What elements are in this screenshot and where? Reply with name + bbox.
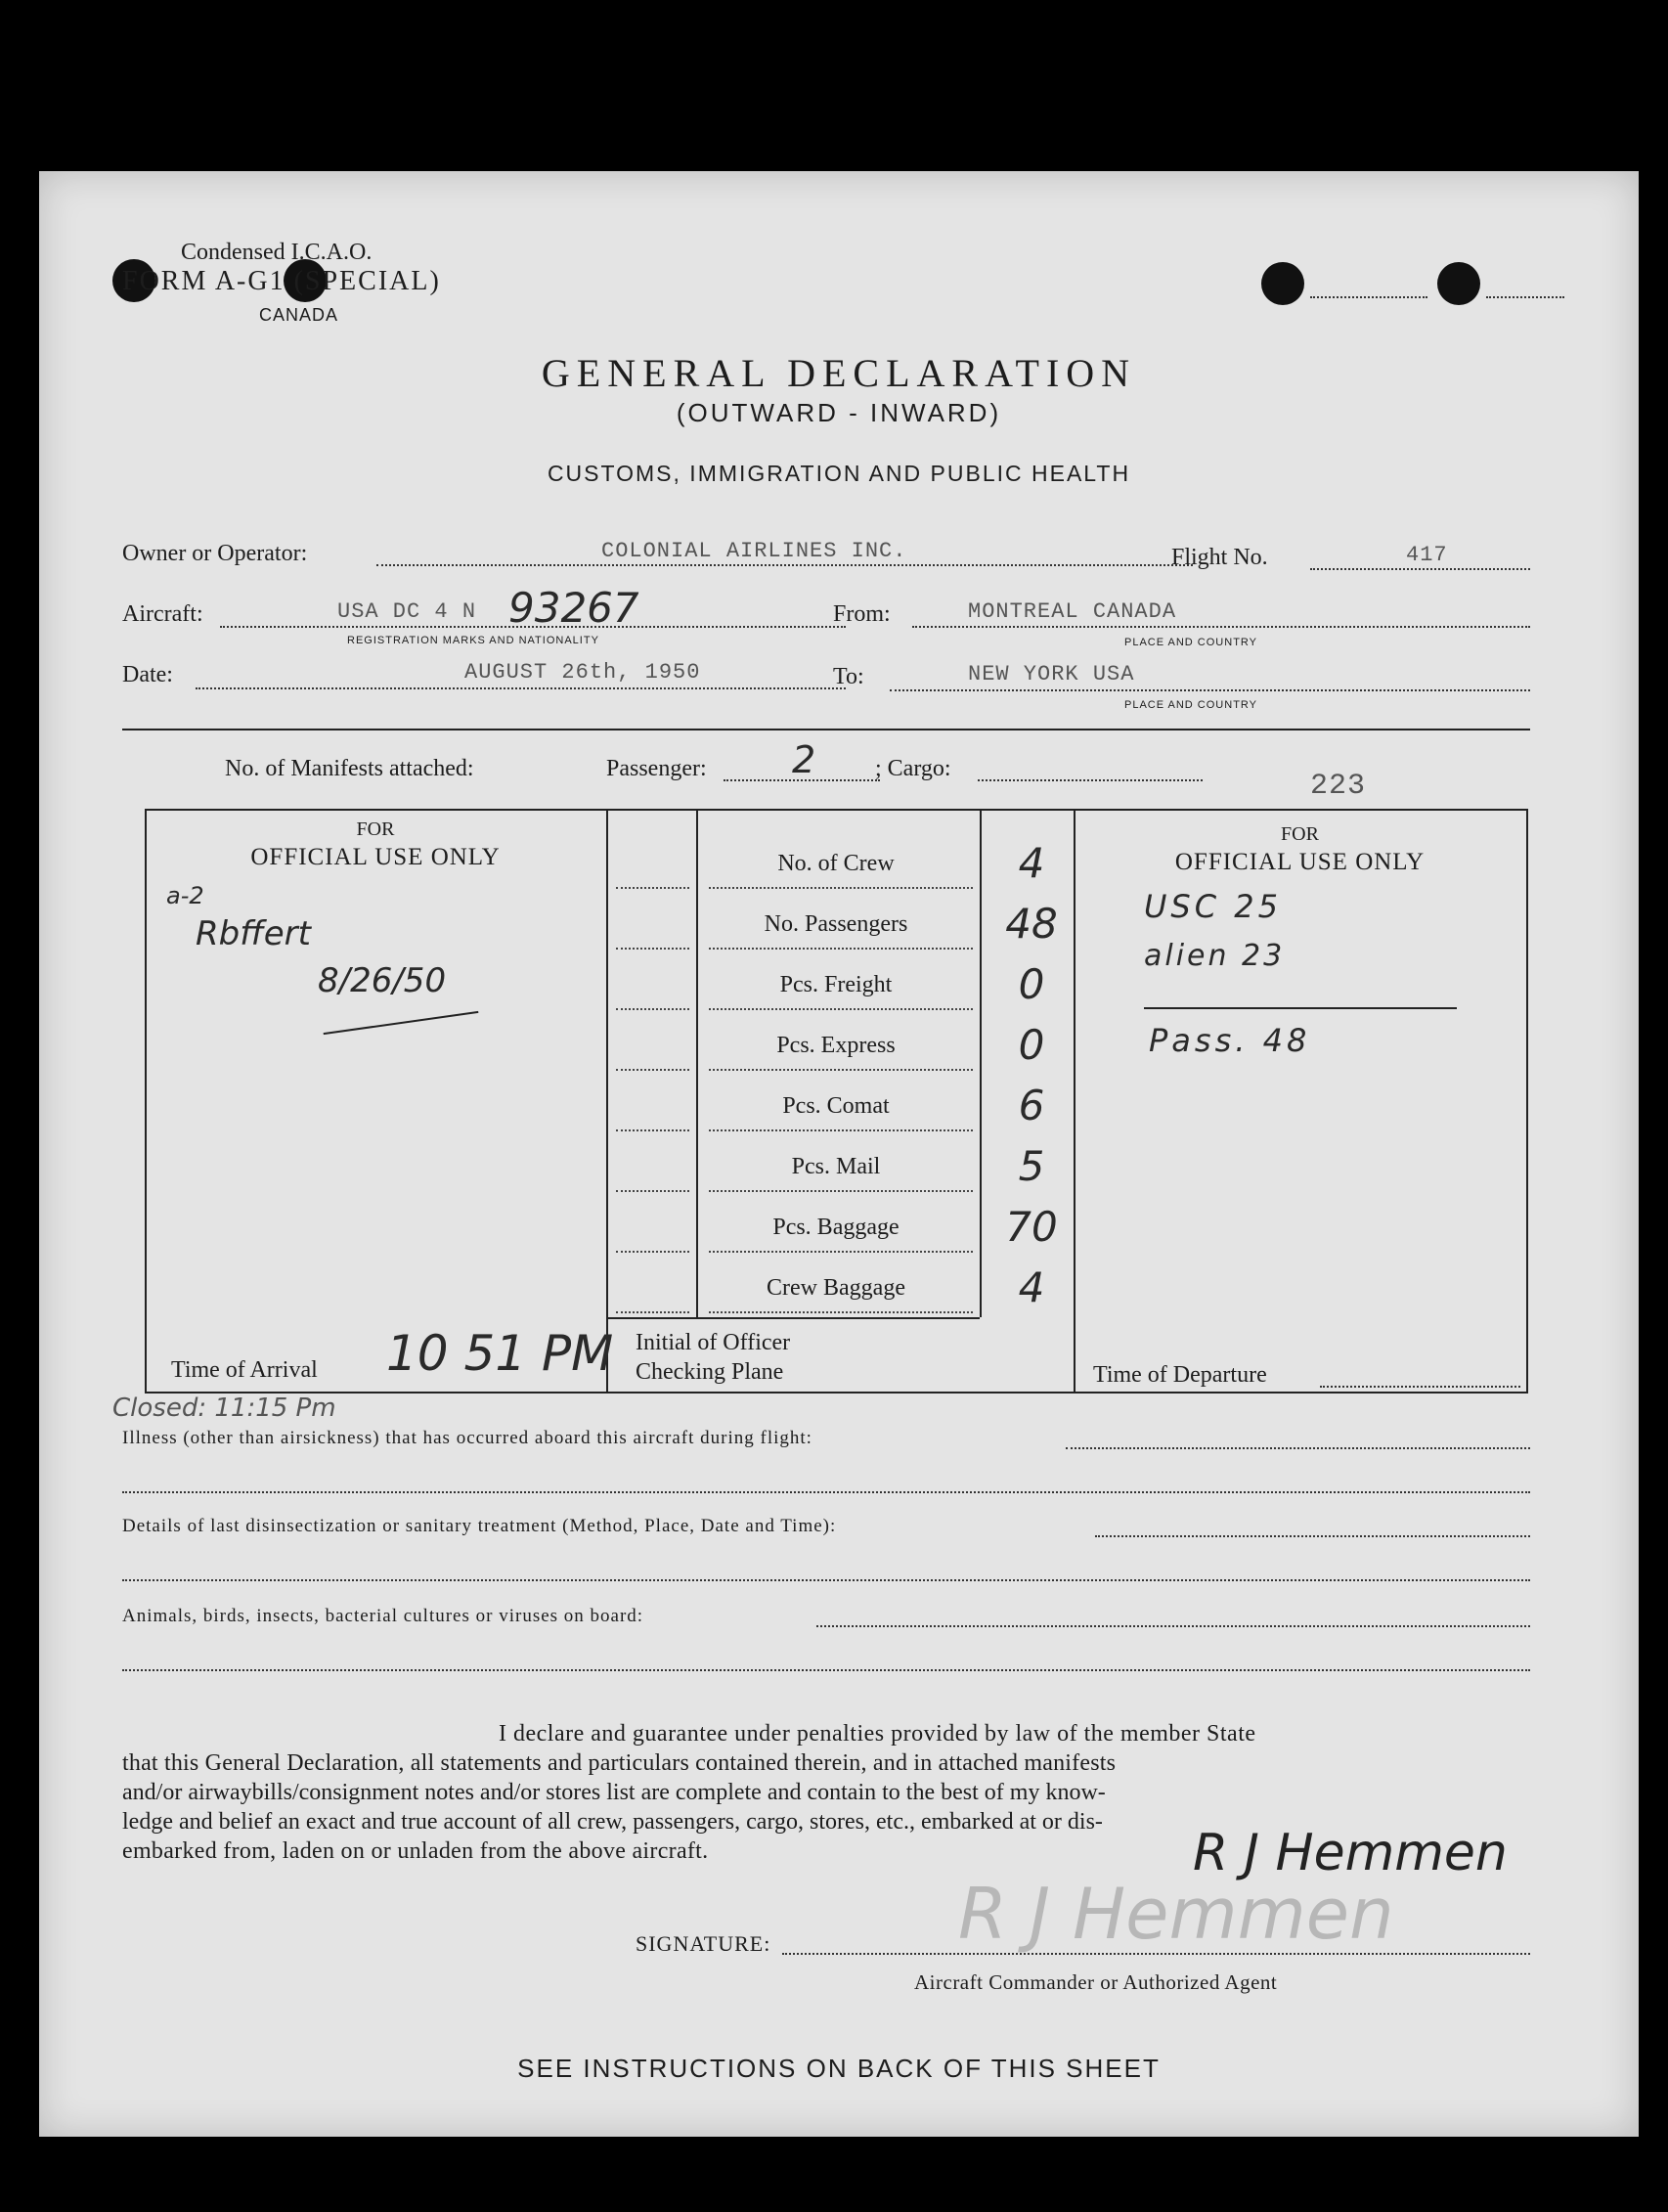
- punch-hole: [1261, 262, 1304, 305]
- row-value: 6: [1018, 1082, 1045, 1129]
- row-label: Pcs. Mail: [791, 1154, 881, 1179]
- cargo-line: [978, 779, 1203, 781]
- flight-value: 417: [1406, 543, 1448, 567]
- aircraft-handwritten: 93267: [508, 584, 639, 632]
- initial-label-1: Initial of Officer: [636, 1330, 791, 1355]
- right-note-2: alien 23: [1144, 939, 1286, 973]
- signature-shadow: R J Hemmen: [958, 1873, 1394, 1955]
- row-label: Pcs. Express: [776, 1033, 896, 1058]
- footer-instructions: SEE INSTRUCTIONS ON BACK OF THIS SHEET: [517, 2054, 1161, 2083]
- flight-line: [1310, 568, 1530, 570]
- from-value: MONTREAL CANADA: [968, 599, 1177, 624]
- table-bottom: [145, 1392, 1528, 1394]
- signature-label: SIGNATURE:: [636, 1931, 771, 1956]
- cargo-note: 223: [1310, 770, 1367, 803]
- initial-rule: [616, 1251, 689, 1253]
- right-note-3: Pass. 48: [1149, 1022, 1311, 1059]
- form-id-line3: CANADA: [259, 305, 339, 325]
- statement-line-2: that this General Declaration, all statements and particulars contained therein, and in attached manifests: [122, 1750, 1117, 1776]
- rule: [1486, 296, 1564, 298]
- sum-line: [1144, 1007, 1457, 1009]
- animals-line-2: [122, 1669, 1530, 1671]
- page-subtitle: (OUTWARD - INWARD): [676, 398, 1002, 427]
- from-caption: PLACE AND COUNTRY: [1124, 637, 1257, 648]
- initial-rule: [616, 948, 689, 950]
- date-line: [196, 687, 846, 689]
- table-right: [1526, 809, 1528, 1394]
- declaration-sheet: [39, 171, 1639, 2137]
- illness-line-2: [122, 1491, 1530, 1493]
- manifests-label: No. of Manifests attached:: [225, 756, 474, 781]
- date-label: Date:: [122, 662, 173, 687]
- from-label: From:: [833, 601, 891, 627]
- flight-label: Flight No.: [1171, 545, 1268, 570]
- initial-rule: [616, 1008, 689, 1010]
- initial-label-2: Checking Plane: [636, 1359, 784, 1385]
- left-note-3: 8/26/50: [318, 961, 447, 1000]
- form-id-line2: FORM A-G1 (SPECIAL): [122, 266, 441, 296]
- statement-line-5: embarked from, laden on or unladen from the above aircraft.: [122, 1838, 709, 1864]
- table-divider-2: [696, 809, 698, 1317]
- row-rule: [709, 1069, 973, 1071]
- owner-line: [376, 564, 1193, 566]
- row-rule: [709, 887, 973, 889]
- row-rule: [709, 1251, 973, 1253]
- statement-line-1: I declare and guarantee under penalties provided by law of the member State: [499, 1721, 1256, 1747]
- signature-caption: Aircraft Commander or Authorized Agent: [914, 1970, 1278, 1994]
- initial-rule: [616, 1129, 689, 1131]
- statement-line-4: ledge and belief an exact and true account of all crew, passengers, cargo, stores, etc., embarked at or dis-: [122, 1809, 1103, 1835]
- row-rule: [709, 1311, 973, 1313]
- initial-rule: [616, 1069, 689, 1071]
- official-right-1: FOR: [1281, 823, 1319, 845]
- sub-heading: CUSTOMS, IMMIGRATION AND PUBLIC HEALTH: [547, 461, 1131, 486]
- form-id-line1: Condensed I.C.A.O.: [181, 240, 373, 265]
- page-title: GENERAL DECLARATION: [541, 351, 1137, 395]
- row-value: 5: [1018, 1142, 1045, 1190]
- to-label: To:: [833, 664, 864, 689]
- to-caption: PLACE AND COUNTRY: [1124, 699, 1257, 711]
- official-left-1: FOR: [356, 818, 395, 840]
- table-top: [145, 809, 1528, 811]
- to-line: [890, 689, 1530, 691]
- left-note-1: a-2: [166, 882, 204, 909]
- official-left-2: OFFICIAL USE ONLY: [250, 844, 501, 870]
- row-value: 0: [1018, 960, 1045, 1008]
- departure-line: [1320, 1386, 1520, 1388]
- row-label: Pcs. Freight: [779, 972, 893, 997]
- row-value: 70: [1005, 1203, 1058, 1251]
- row-label: Pcs. Comat: [782, 1093, 890, 1119]
- right-note-1: USC 25: [1144, 888, 1282, 925]
- aircraft-label: Aircraft:: [122, 601, 203, 627]
- cargo-label: ; Cargo:: [875, 756, 951, 781]
- row-value: 0: [1018, 1021, 1045, 1069]
- row-rule: [709, 948, 973, 950]
- passenger-value: 2: [792, 738, 816, 781]
- initial-rule: [616, 887, 689, 889]
- arrival-label: Time of Arrival: [171, 1357, 318, 1383]
- row-value: 4: [1018, 839, 1045, 887]
- departure-label: Time of Departure: [1093, 1362, 1267, 1388]
- row-rule: [709, 1190, 973, 1192]
- from-line: [912, 626, 1530, 628]
- table-divider-1: [606, 809, 608, 1394]
- closed-note: Closed: 11:15 Pm: [112, 1394, 336, 1423]
- initial-rule: [616, 1190, 689, 1192]
- signature-handwritten: R J Hemmen: [1193, 1824, 1508, 1882]
- row-label: No. of Crew: [777, 851, 895, 876]
- disinsection-label: Details of last disinsectization or sanitary treatment (Method, Place, Date and Time):: [122, 1516, 837, 1536]
- scribble-line: [324, 1011, 479, 1035]
- official-right-2: OFFICIAL USE ONLY: [1174, 849, 1426, 875]
- animals-label: Animals, birds, insects, bacterial cultures or viruses on board:: [122, 1606, 644, 1626]
- to-value: NEW YORK USA: [968, 662, 1135, 686]
- illness-line: [1066, 1447, 1530, 1449]
- row-rule: [709, 1129, 973, 1131]
- statement-line-3: and/or airwaybills/consignment notes and/or stores list are complete and contain to the best of my know-: [122, 1780, 1106, 1805]
- table-rule: [606, 1317, 980, 1319]
- row-value: 48: [1005, 900, 1058, 948]
- rule: [1310, 296, 1427, 298]
- row-label: No. Passengers: [764, 911, 908, 937]
- row-rule: [709, 1008, 973, 1010]
- table-left: [145, 809, 147, 1394]
- arrival-value: 10 51 PM: [386, 1325, 614, 1382]
- passenger-label: Passenger:: [606, 756, 707, 781]
- row-value: 4: [1018, 1263, 1045, 1311]
- date-value: AUGUST 26th, 1950: [464, 660, 701, 685]
- punch-hole: [1437, 262, 1480, 305]
- signature-line: [782, 1953, 1530, 1955]
- illness-label: Illness (other than airsickness) that has occurred aboard this aircraft during flight:: [122, 1428, 812, 1448]
- row-label: Crew Baggage: [767, 1275, 905, 1301]
- owner-label: Owner or Operator:: [122, 541, 308, 566]
- owner-value: COLONIAL AIRLINES INC.: [601, 539, 907, 563]
- aircraft-typed: USA DC 4 N: [337, 599, 477, 624]
- divider: [122, 729, 1530, 730]
- disinsection-line-2: [122, 1579, 1530, 1581]
- row-label: Pcs. Baggage: [772, 1215, 900, 1240]
- left-note-2: Rbffert: [196, 914, 311, 953]
- animals-line: [816, 1625, 1530, 1627]
- table-divider-3: [980, 809, 982, 1317]
- disinsection-line: [1095, 1535, 1530, 1537]
- aircraft-caption: REGISTRATION MARKS AND NATIONALITY: [347, 635, 599, 646]
- initial-rule: [616, 1311, 689, 1313]
- table-divider-4: [1074, 809, 1075, 1394]
